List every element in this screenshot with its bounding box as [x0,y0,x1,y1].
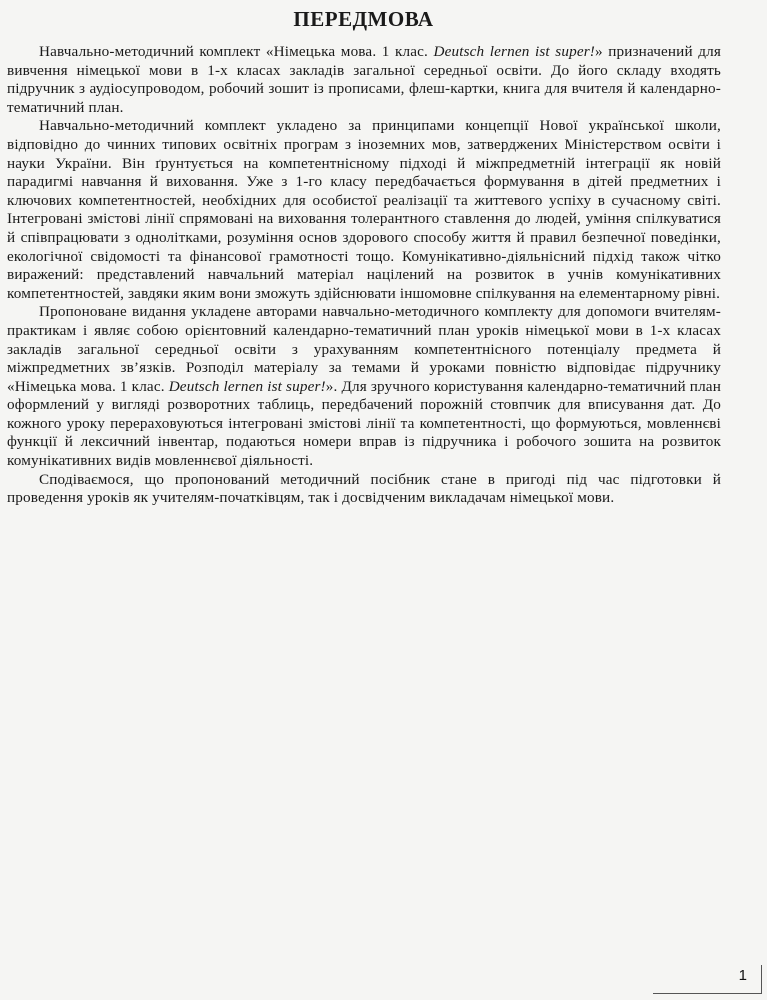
paragraph-intro [7,43,721,117]
text-segment: ». Для зручного користування календарно-тематичний план оформлений у вигляді розворотних таблиць, передбачений порожній стовпчик для вписування дат. До кожного уроку перераховуються інтегровані змістові лінії та компетентності, що формуються, мовленнєві функції й лексичний інвентар, подаються номери вправ із підручника і робочого зошита на розвиток комунікативних видів мовленнєвої діяльності. [7,377,721,470]
page-title: ПЕРЕДМОВА [293,7,434,31]
preface-body [7,43,721,508]
text-segment: Пропоноване видання укладене авторами навчально-методичного комплекту для допомоги вчителям-практикам і являє собою орієнтовний календарно-тематичний план уроків німецької мови в 1-х класах закладів загальної середньої освіти з урахуванням компетентнісного потенціалу предмета й міжпредметних зв’язків. Розподіл матеріалу за темами й уроками повністю відповідає підручнику «Німецька мова. 1 клас. [7,303,721,395]
page-number-frame [653,965,762,994]
paragraph-edition [7,303,721,470]
text-segment: Навчально-методичний комплект укладено за принципами концепції Нової української школи, відповідно до чинних типових освітніх програм з іноземних мов, затверджених Міністерством освіти і науки України. Він ґрунтується на компетентнісному підході й міжпредметній інтеграції як новій парадигмі навчання й виховання. Уже з 1-го класу передбачається формування в дітей предметних і ключових компетентностей, необхідних для особистої реалізації та життевого успіху в сучасному світі. Інтегровані змістові лінії спрямовані на виховання толерантного ставлення до людей, уміння спілкуватися й співпрацювати з однолітками, розуміння основ здорового способу життя й правил безпечної поведінки, екологічної свідомості та фінансової грамотності тощо. Комунікативно-діяльнісний підхід також чітко виражений: представлений навчальний матеріал націлений на розвиток в учнів комунікативних компетентностей, завдяки яким вони зможуть здійснювати іншомовне спілкування на елементарному рівні. [7,117,721,302]
text-segment: Навчально-методичний комплект «Німецька мова. 1 клас. [39,43,434,60]
text-segment: » призначений для вивчення німецької мови в 1-х класах закладів загальної середньої освіти. До його складу входять підручник з аудіосупроводом, робочий зошит із прописами, флеш-картки, книга для вчителя й календарно-тематичний план. [7,43,721,116]
book-title-italic: Deutsch lernen ist super! [433,43,595,60]
book-title-italic: Deutsch lernen ist super! [168,377,326,395]
paragraph-closing [7,471,721,508]
paragraph-concept [7,117,721,303]
text-segment: Сподіваємося, що пропонований методичний посібник стане в пригоді під час підготовки й проведення уроків як учителям-початківцям, так і досвідченим викладачам німецької мови. [7,470,721,507]
page-number: 1 [738,967,747,984]
